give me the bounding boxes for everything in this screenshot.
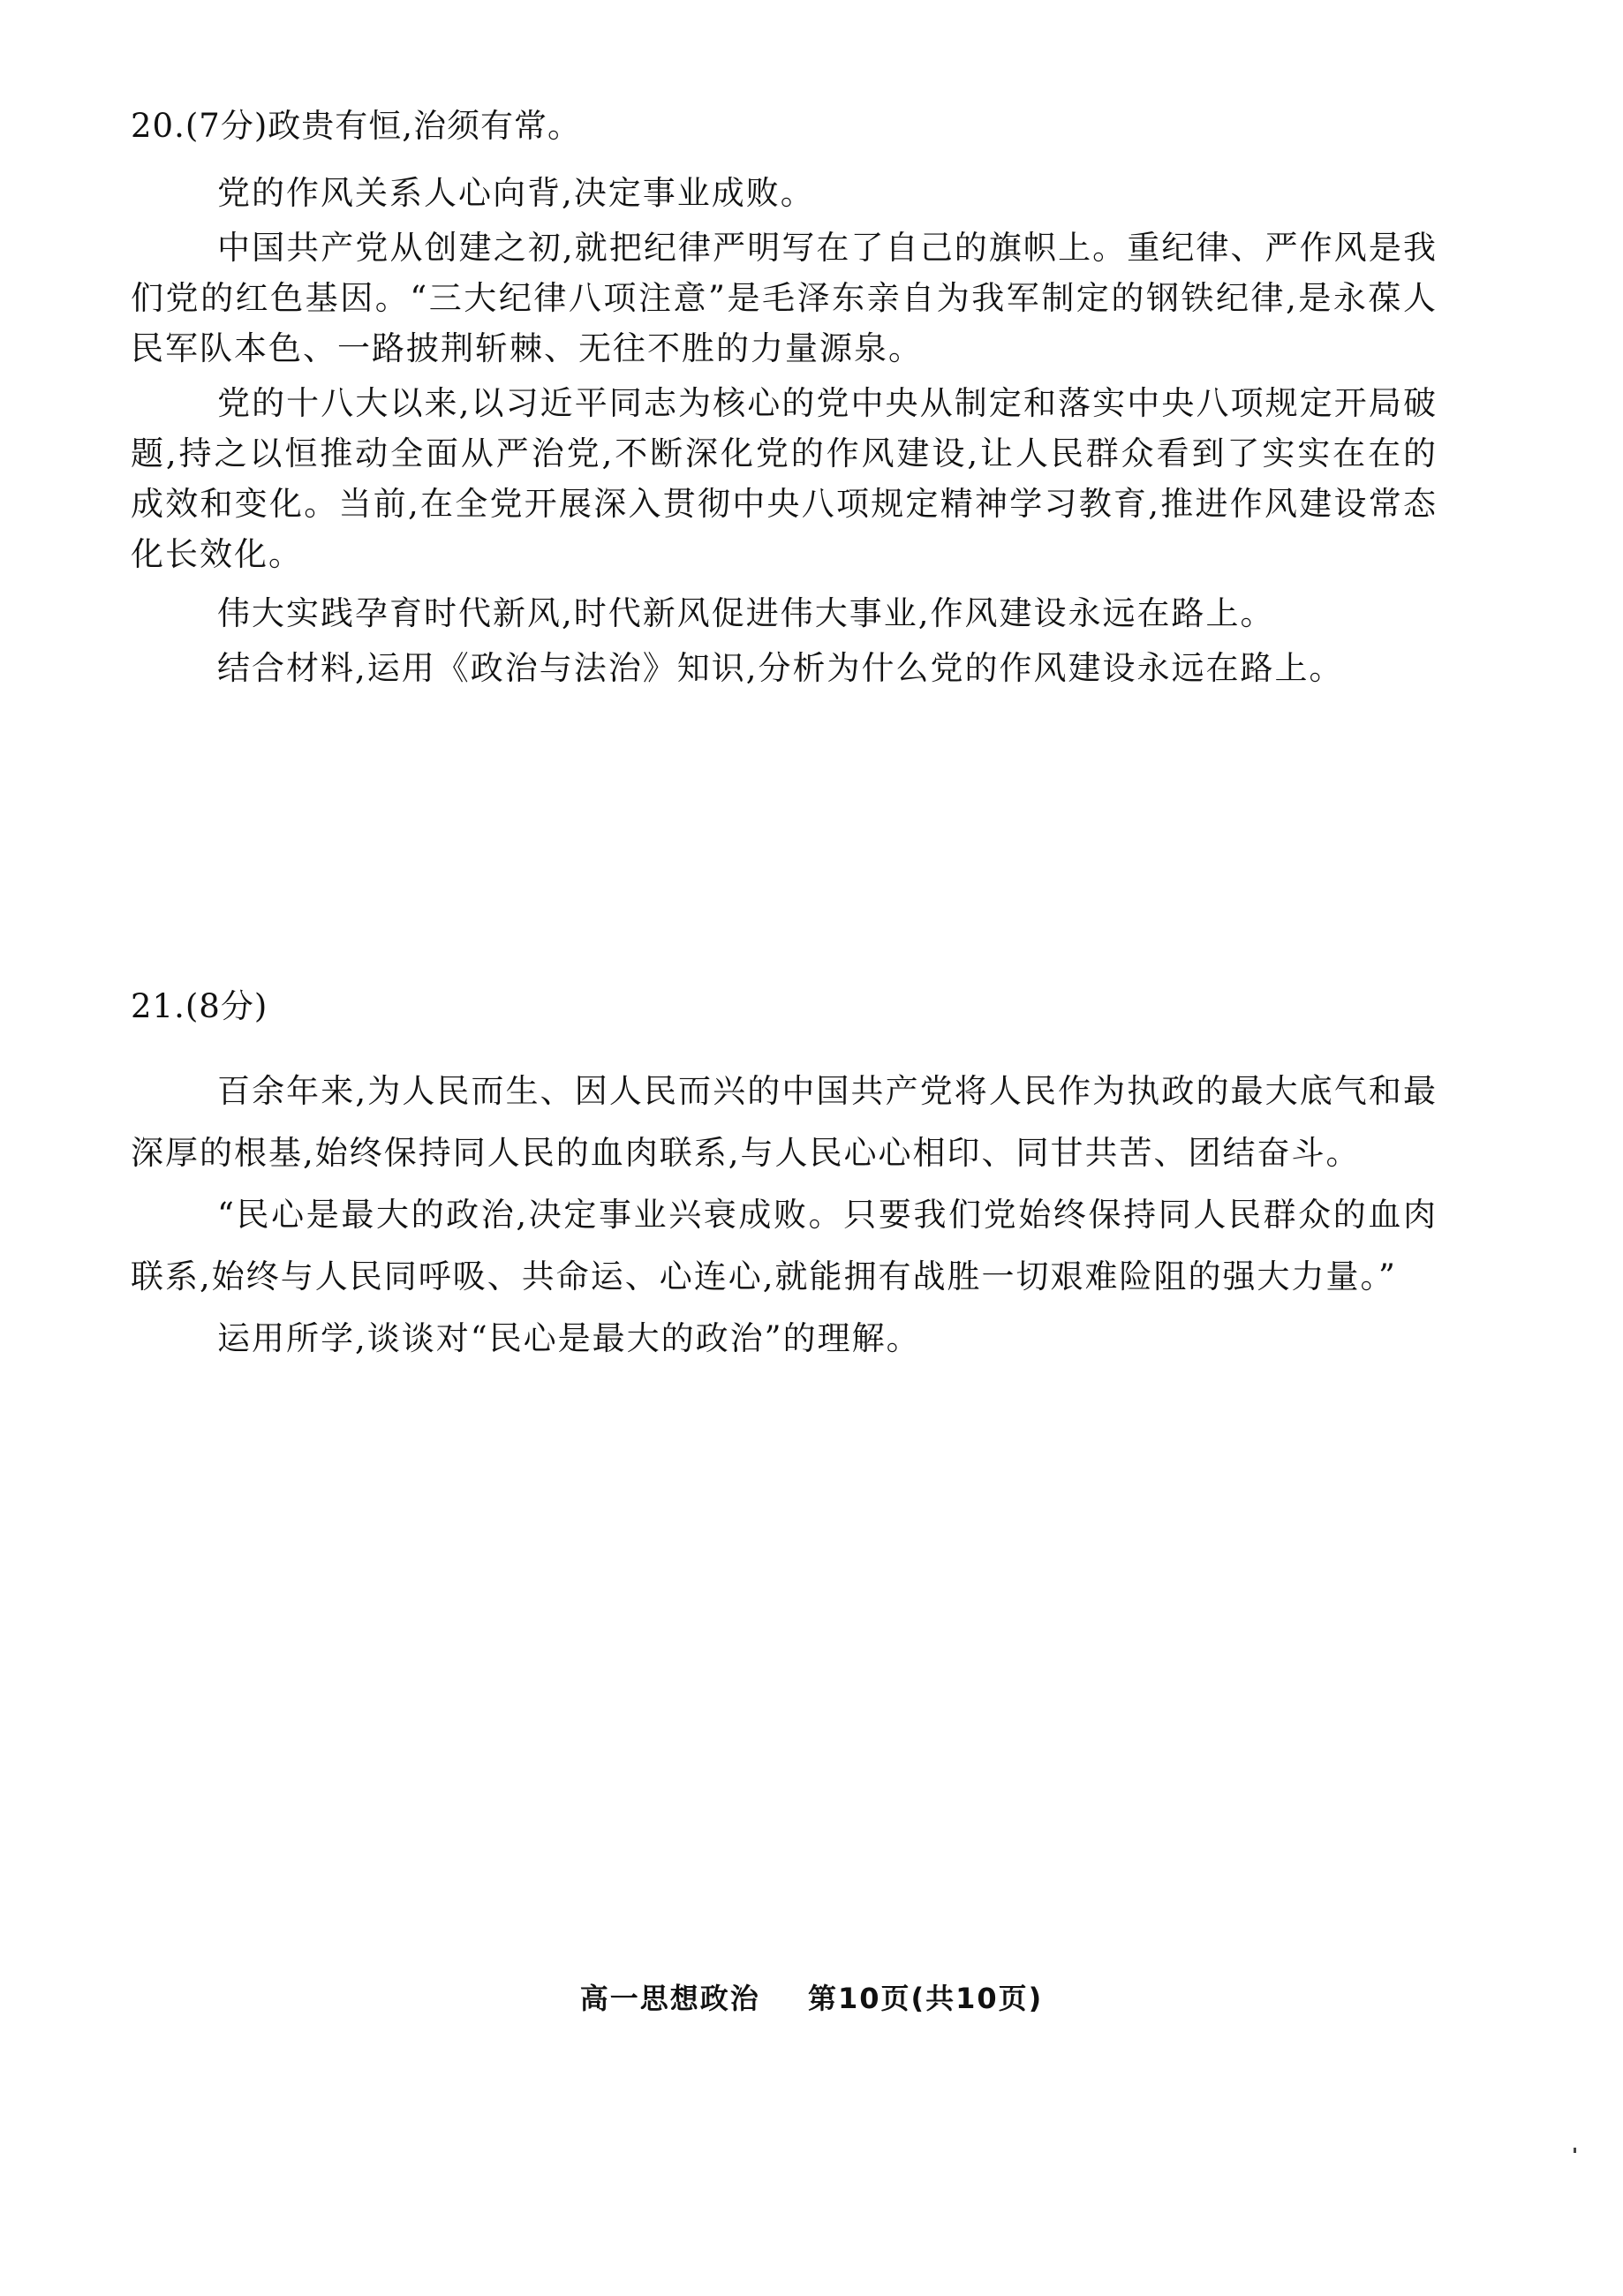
- question-21-header: [131, 985, 1438, 1029]
- question-prompt: 结合材料,运用《政治与法治》知识,分析为什么党的作风建设永远在路上。: [217, 649, 1344, 687]
- material-paragraph: 百余年来,为人民而生、因人民而兴的中国共产党将人民作为执政的最大底气和最深厚的根基,始终保持同人民的血肉联系,与人民心心相印、同甘共苦、团结奋斗。: [131, 1072, 1438, 1172]
- material-paragraph: “民心是最大的政治,决定事业兴衰成败。只要我们党始终保持同人民群众的血肉联系,始终与人民同呼吸、共命运、心连心,就能拥有战胜一切艰难险阻的强大力量。”: [131, 1196, 1438, 1295]
- scan-speck: [1574, 2148, 1576, 2153]
- material-paragraph: 党的作风关系人心向背,决定事业成败。: [217, 174, 815, 212]
- question-prompt: 运用所学,谈谈对“民心是最大的政治”的理解。: [217, 1319, 921, 1357]
- footer-page-number: 第10页(共10页): [807, 1982, 1044, 2015]
- material-paragraph: 中国共产党从创建之初,就把纪律严明写在了自己的旗帜上。重纪律、严作风是我们党的红色基因。“三大纪律八项注意”是毛泽东亲自为我军制定的钢铁纪律,是永葆人民军队本色、一路披荆斩棘、无往不胜的力量源泉。: [131, 229, 1438, 367]
- page-footer: [0, 1976, 1623, 2017]
- question-number: 20.: [131, 107, 185, 145]
- question-number: 21.: [131, 987, 185, 1025]
- question-score: (7分): [185, 107, 268, 145]
- question-21: [131, 985, 1438, 1370]
- material-paragraph: 党的十八大以来,以习近平同志为核心的党中央从制定和落实中央八项规定开局破题,持之以恒推动全面从严治党,不断深化党的作风建设,让人民群众看到了实实在在的成效和变化。当前,在全党开展深入贯彻中央八项规定精神学习教育,推进作风建设常态化长效化。: [131, 384, 1438, 573]
- footer-subject: 高一思想政治: [579, 1982, 760, 2015]
- question-20: [131, 104, 1438, 693]
- material-paragraph: 伟大实践孕育时代新风,时代新风促进伟大事业,作风建设永远在路上。: [217, 594, 1275, 632]
- question-20-header: [131, 104, 1438, 148]
- question-score: (8分): [185, 987, 268, 1025]
- question-title: 政贵有恒,治须有常。: [268, 107, 582, 145]
